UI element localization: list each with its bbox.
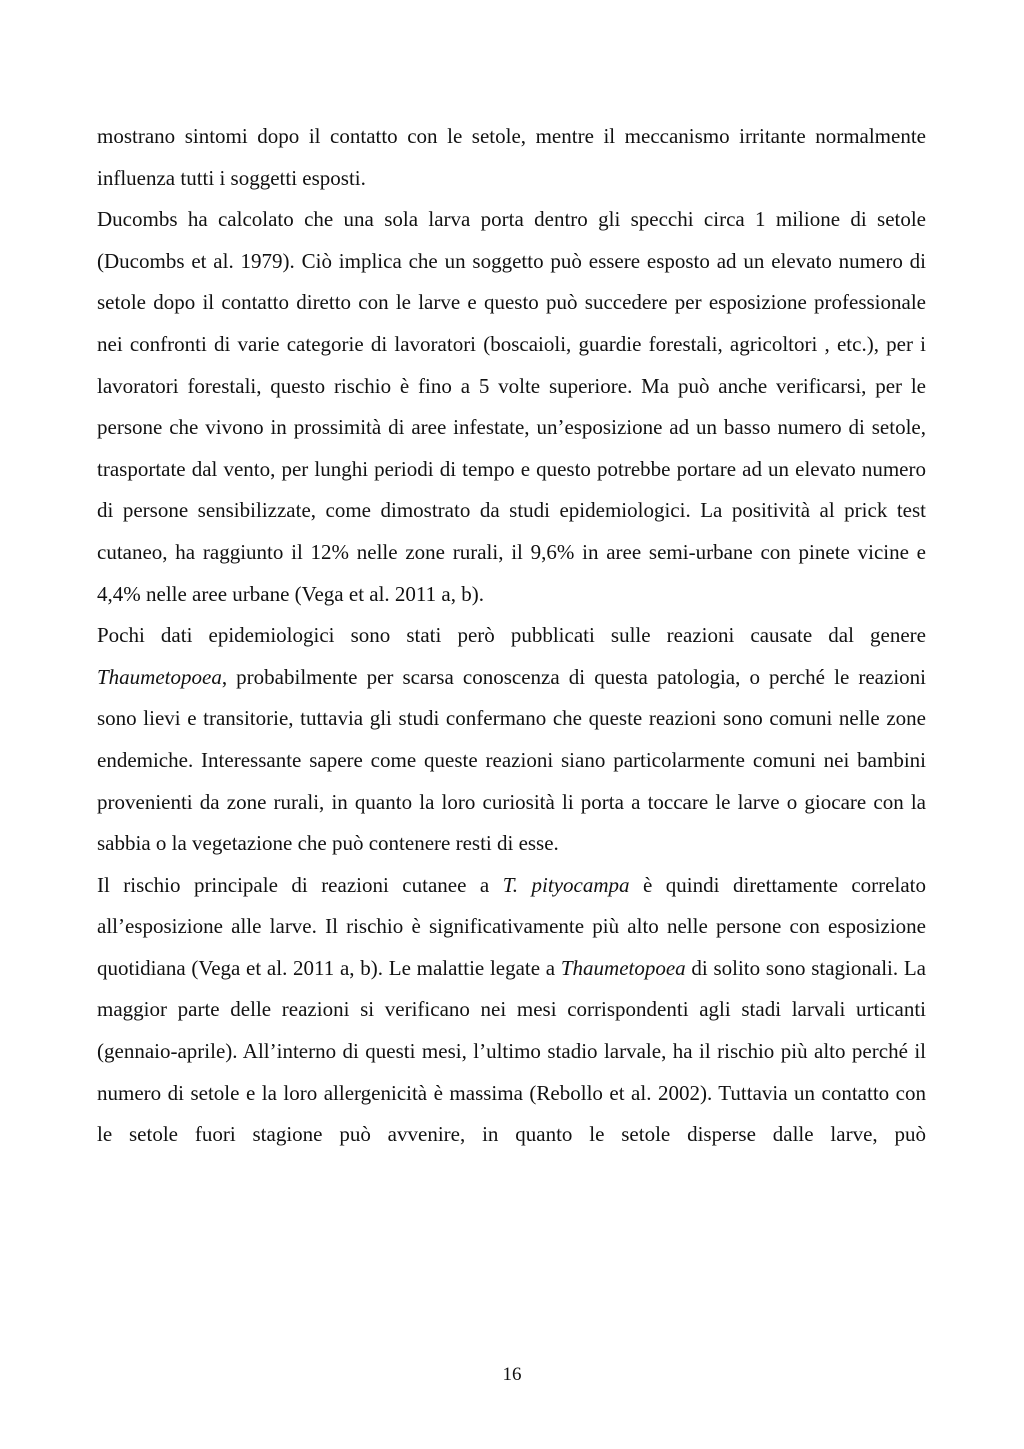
page-number: 16	[502, 1364, 522, 1385]
paragraph-3-text-b: , probabilmente per scarsa conoscenza di questa patologia, o perché le reazioni sono lievi e transitorie, tuttavia gli studi confermano che queste reazioni sono comuni nelle zone endemiche. Interessante sapere come queste reazioni siano particolarmente comuni nei bambini provenienti da zone rurali, in quanto la loro curiosità li porta a toccare le larve o giocare con la sabbia o la vegetazione che può contenere resti di esse.	[97, 664, 926, 856]
paragraph-2	[97, 199, 926, 615]
paragraph-3	[97, 615, 926, 865]
paragraph-4-text-b: è quindi direttamente correlato all’esposizione alle larve. Il rischio è significativamente più alto nelle persone con esposizione quotidiana (Vega et al. 2011 a, b). Le malattie legate a	[97, 872, 926, 980]
genus-name-italic: Thaumetopoea	[97, 664, 222, 689]
genus-name-italic-2: Thaumetopoea	[560, 955, 686, 980]
paragraph-4-text-c: di solito sono stagionali. La maggior parte delle reazioni si verificano nei mesi corrispondenti agli stadi larvali urticanti (gennaio-aprile). All’interno di questi mesi, l’ultimo stadio larvale, ha il rischio più alto perché il numero di setole e la loro allergenicità è massima (Rebollo et al. 2002). Tuttavia un contatto con le setole fuori stagione può avvenire, in quanto le setole disperse dalle larve, può	[97, 955, 926, 1147]
paragraph-1-text: mostrano sintomi dopo il contatto con le setole, mentre il meccanismo irritante normalmente influenza tutti i soggetti esposti.	[97, 124, 926, 190]
paragraph-4-text-a: Il rischio principale di reazioni cutanee a	[97, 872, 503, 897]
paragraph-3-text-a: Pochi dati epidemiologici sono stati però pubblicati sulle reazioni causate dal genere	[97, 623, 926, 648]
paragraph-4	[97, 865, 926, 1156]
paragraph-1	[97, 116, 926, 199]
paragraph-2-text: Ducombs ha calcolato che una sola larva porta dentro gli specchi circa 1 milione di setole (Ducombs et al. 1979). Ciò implica che un soggetto può essere esposto ad un elevato numero di setole dopo il contatto diretto con le larve e questo può succedere per esposizione professionale nei confronti di varie categorie di lavoratori (boscaioli, guardie forestali, agricoltori , etc.), per i lavoratori forestali, questo rischio è fino a 5 volte superiore. Ma può anche verificarsi, per le persone che vivono in prossimità di aree infestate, un’esposizione ad un basso numero di setole, trasportate dal vento, per lunghi periodi di tempo e questo potrebbe portare ad un elevato numero di persone sensibilizzate, come dimostrato da studi epidemiologici. La positività al prick test cutaneo, ha raggiunto il 12% nelle zone rurali, il 9,6% in aree semi-urbane con pinete vicine e 4,4% nelle aree urbane (Vega et al. 2011 a, b).	[97, 207, 926, 606]
body-text	[97, 116, 926, 1156]
species-name-italic: T. pityocampa	[502, 872, 630, 897]
